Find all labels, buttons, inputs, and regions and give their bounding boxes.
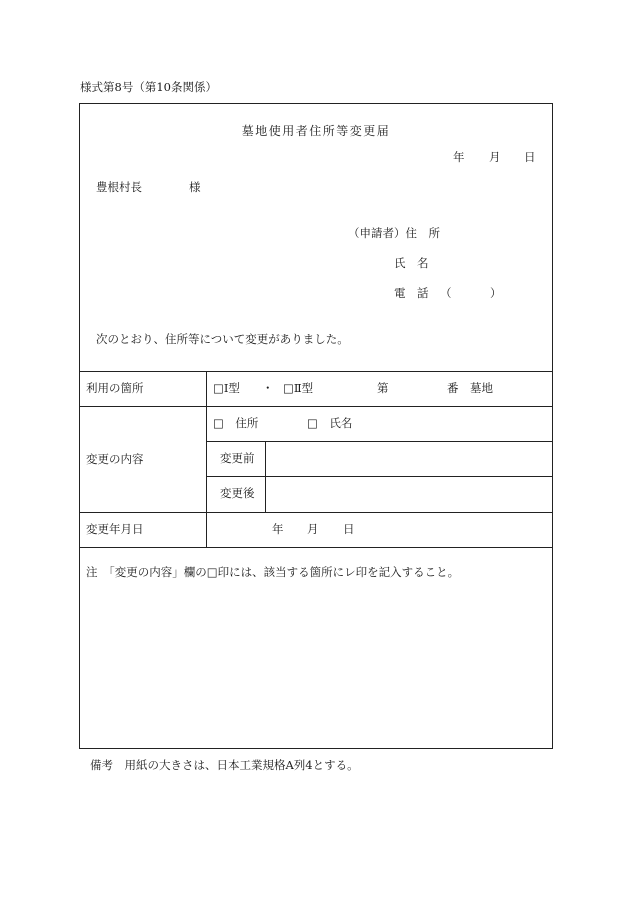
plot-number-suffix: 番 <box>447 381 459 395</box>
addressee-honorific: 様 <box>189 180 201 194</box>
change-date-day: 日 <box>343 522 355 536</box>
type1-checkbox-option: □Ⅰ型 <box>213 381 240 395</box>
after-change-label: 変更後 <box>220 486 255 500</box>
date-year-label: 年 <box>453 150 465 164</box>
before-change-label: 変更前 <box>220 451 255 465</box>
phone-paren-open: （ <box>440 286 452 300</box>
divider <box>206 476 552 477</box>
divider <box>79 512 552 513</box>
type2-checkbox-option: □Ⅱ型 <box>283 381 314 395</box>
intro-text: 次のとおり、住所等について変更がありました。 <box>96 332 349 346</box>
remarks-text: 備考 用紙の大きさは、日本工業規格A列4とする。 <box>90 758 359 772</box>
plot-number-prefix: 第 <box>377 381 389 395</box>
addressee-name: 豊根村長 <box>96 180 142 194</box>
divider <box>79 371 552 372</box>
change-date-year: 年 <box>272 522 284 536</box>
applicant-address-label: （申請者）住 所 <box>348 226 440 240</box>
applicant-phone-label: 電 話 <box>394 286 429 300</box>
date-day-label: 日 <box>524 150 536 164</box>
column-divider <box>265 441 266 512</box>
change-content-label: 変更の内容 <box>86 452 144 466</box>
change-date-label: 変更年月日 <box>86 522 144 536</box>
divider <box>79 547 552 548</box>
divider <box>206 441 552 442</box>
form-number: 様式第8号（第10条関係） <box>80 80 217 94</box>
change-date-month: 月 <box>307 522 319 536</box>
name-checkbox-option: □ 氏名 <box>307 416 353 430</box>
address-checkbox-option: □ 住所 <box>213 416 259 430</box>
applicant-name-label: 氏 名 <box>394 256 429 270</box>
phone-paren-close: ） <box>490 286 502 300</box>
cemetery-label: 墓地 <box>470 381 493 395</box>
form-title: 墓地使用者住所等変更届 <box>241 124 391 138</box>
type-separator: ・ <box>262 381 274 395</box>
note-text: 注 「変更の内容」欄の□印には、該当する箇所にレ印を記入すること。 <box>86 565 460 579</box>
column-divider <box>206 371 207 547</box>
usage-location-label: 利用の箇所 <box>86 381 144 395</box>
date-month-label: 月 <box>489 150 501 164</box>
divider <box>79 406 552 407</box>
